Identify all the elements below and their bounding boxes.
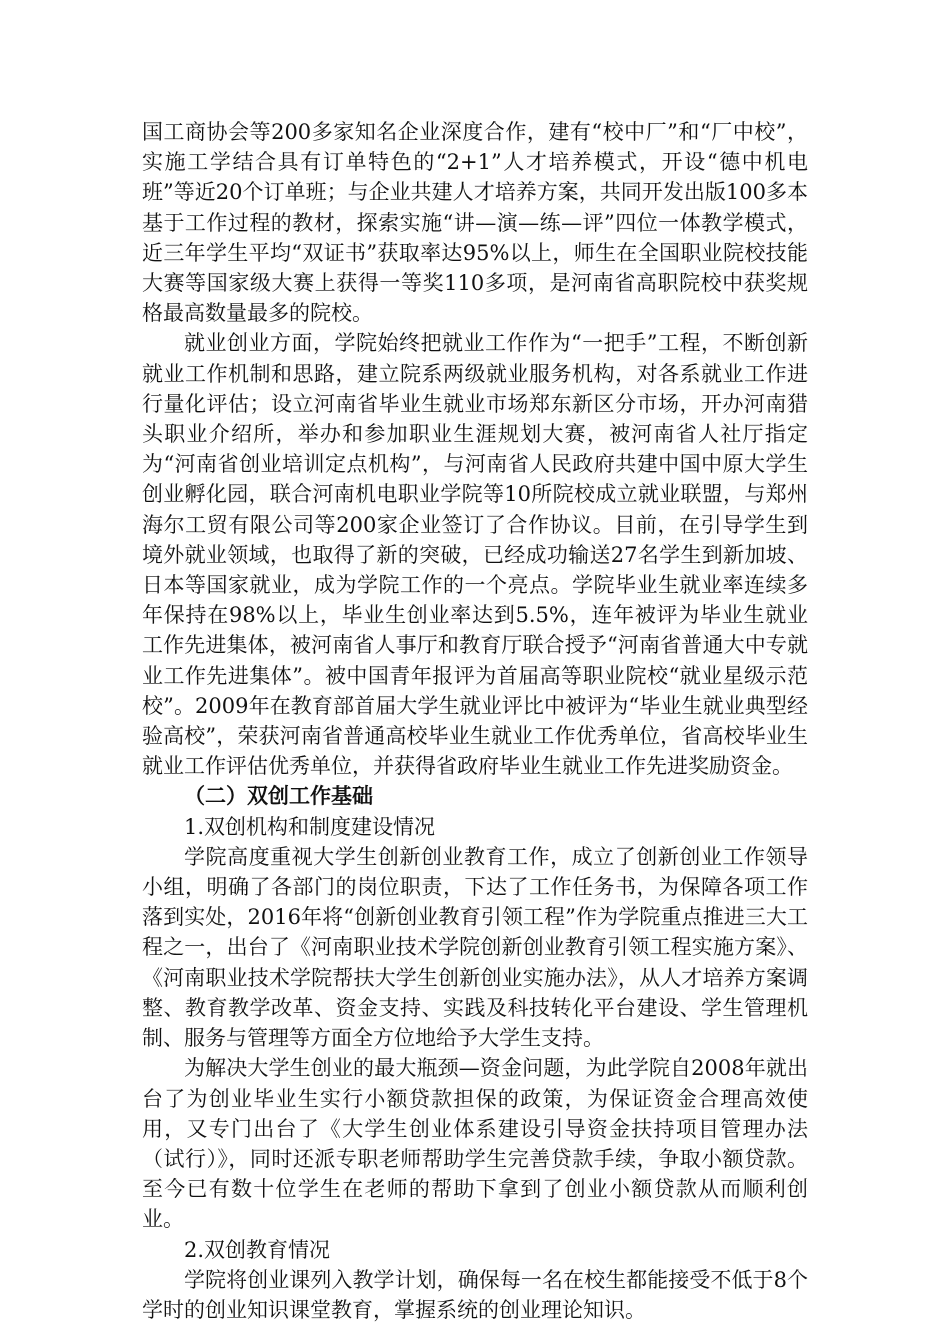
paragraph-employment: 就业创业方面，学院始终把就业工作作为“一把手”工程，不断创新就业工作机制和思路，建立院系两级就业服务机构，对各系就业工作进行量化评估；设立河南省毕业生就业市场郑东新区分市场，开办河南猎头职业介绍所，举办和参加职业生涯规划大赛，被河南省人社厅指定为“河南省创业培训定点机构”，与河南省人民政府共建中国中原大学生创业孵化园，联合河南机电职业学院等10所院校成立就业联盟，与郑州海尔工贸有限公司等200家企业签订了合作协议。目前，在引导学生到境外就业领域，也取得了新的突破，已经成功输送27名学生到新加坡、日本等国家就业，成为学院工作的一个亮点。学院毕业生就业率连续多年保持在98%以上，毕业生创业率达到5.5%，连年被评为毕业生就业工作先进集体，被河南省人事厅和教育厅联合授予“河南省普通大中专就业工作先进集体”。被中国青年报评为首届高等职业院校“就业星级示范校”。2009年在教育部首届大学生就业评比中被评为“毕业生就业典型经验高校”，荣获河南省普通高校毕业生就业工作优秀单位，省高校毕业生就业工作评估优秀单位，并获得省政府毕业生就业工作先进奖励资金。 (142, 331, 808, 779)
paragraph-education: 学院将创业课列入教学计划，确保每一名在校生都能接受不低于8个学时的创业知识课堂教育，掌握系统的创业理论知识。 (142, 1267, 808, 1322)
paragraph-institutions: 学院高度重视大学生创新创业教育工作，成立了创新创业工作领导小组，明确了各部门的岗位职责，下达了工作任务书，为保障各项工作落到实处，2016年将“创新创业教育引领工程”作为学院重点推进三大工程之一，出台了《河南职业技术学院创新创业教育引领工程实施方案》、《河南职业技术学院帮扶大学生创新创业实施办法》，从人才培养方案调整、教育教学改革、资金支持、实践及科技转化平台建设、学生管理机制、服务与管理等方面全方位地给予大学生支持。 (142, 844, 808, 1051)
paragraph-funding: 为解决大学生创业的最大瓶颈—资金问题，为此学院自2008年就出台了为创业毕业生实行小额贷款担保的政策，为保证资金合理高效使用，又专门出台了《大学生创业体系建设引导资金扶持项目管理办法（试行）》，同时还派专职老师帮助学生完善贷款手续，争取小额贷款。至今已有数十位学生在老师的帮助下拿到了创业小额贷款从而顺利创业。 (142, 1056, 808, 1232)
document-page (142, 117, 808, 1325)
subsection-heading-education: 2.双创教育情况 (184, 1237, 331, 1262)
section-heading-foundation: （二）双创工作基础 (184, 784, 373, 809)
paragraph-cooperation: 国工商协会等200多家知名企业深度合作，建有“校中厂”和“厂中校”，实施工学结合具有订单特色的“2+1”人才培养模式，开设“德中机电班”等近20个订单班；与企业共建人才培养方案，共同开发出版100多本基于工作过程的教材，探索实施“讲—演—练—评”四位一体教学模式，近三年学生平均“双证书”获取率达95%以上，师生在全国职业院校技能大赛等国家级大赛上获得一等奖110多项，是河南省高职院校中获奖规格最高数量最多的院校。 (142, 120, 808, 326)
subsection-heading-institutions: 1.双创机构和制度建设情况 (184, 814, 436, 839)
